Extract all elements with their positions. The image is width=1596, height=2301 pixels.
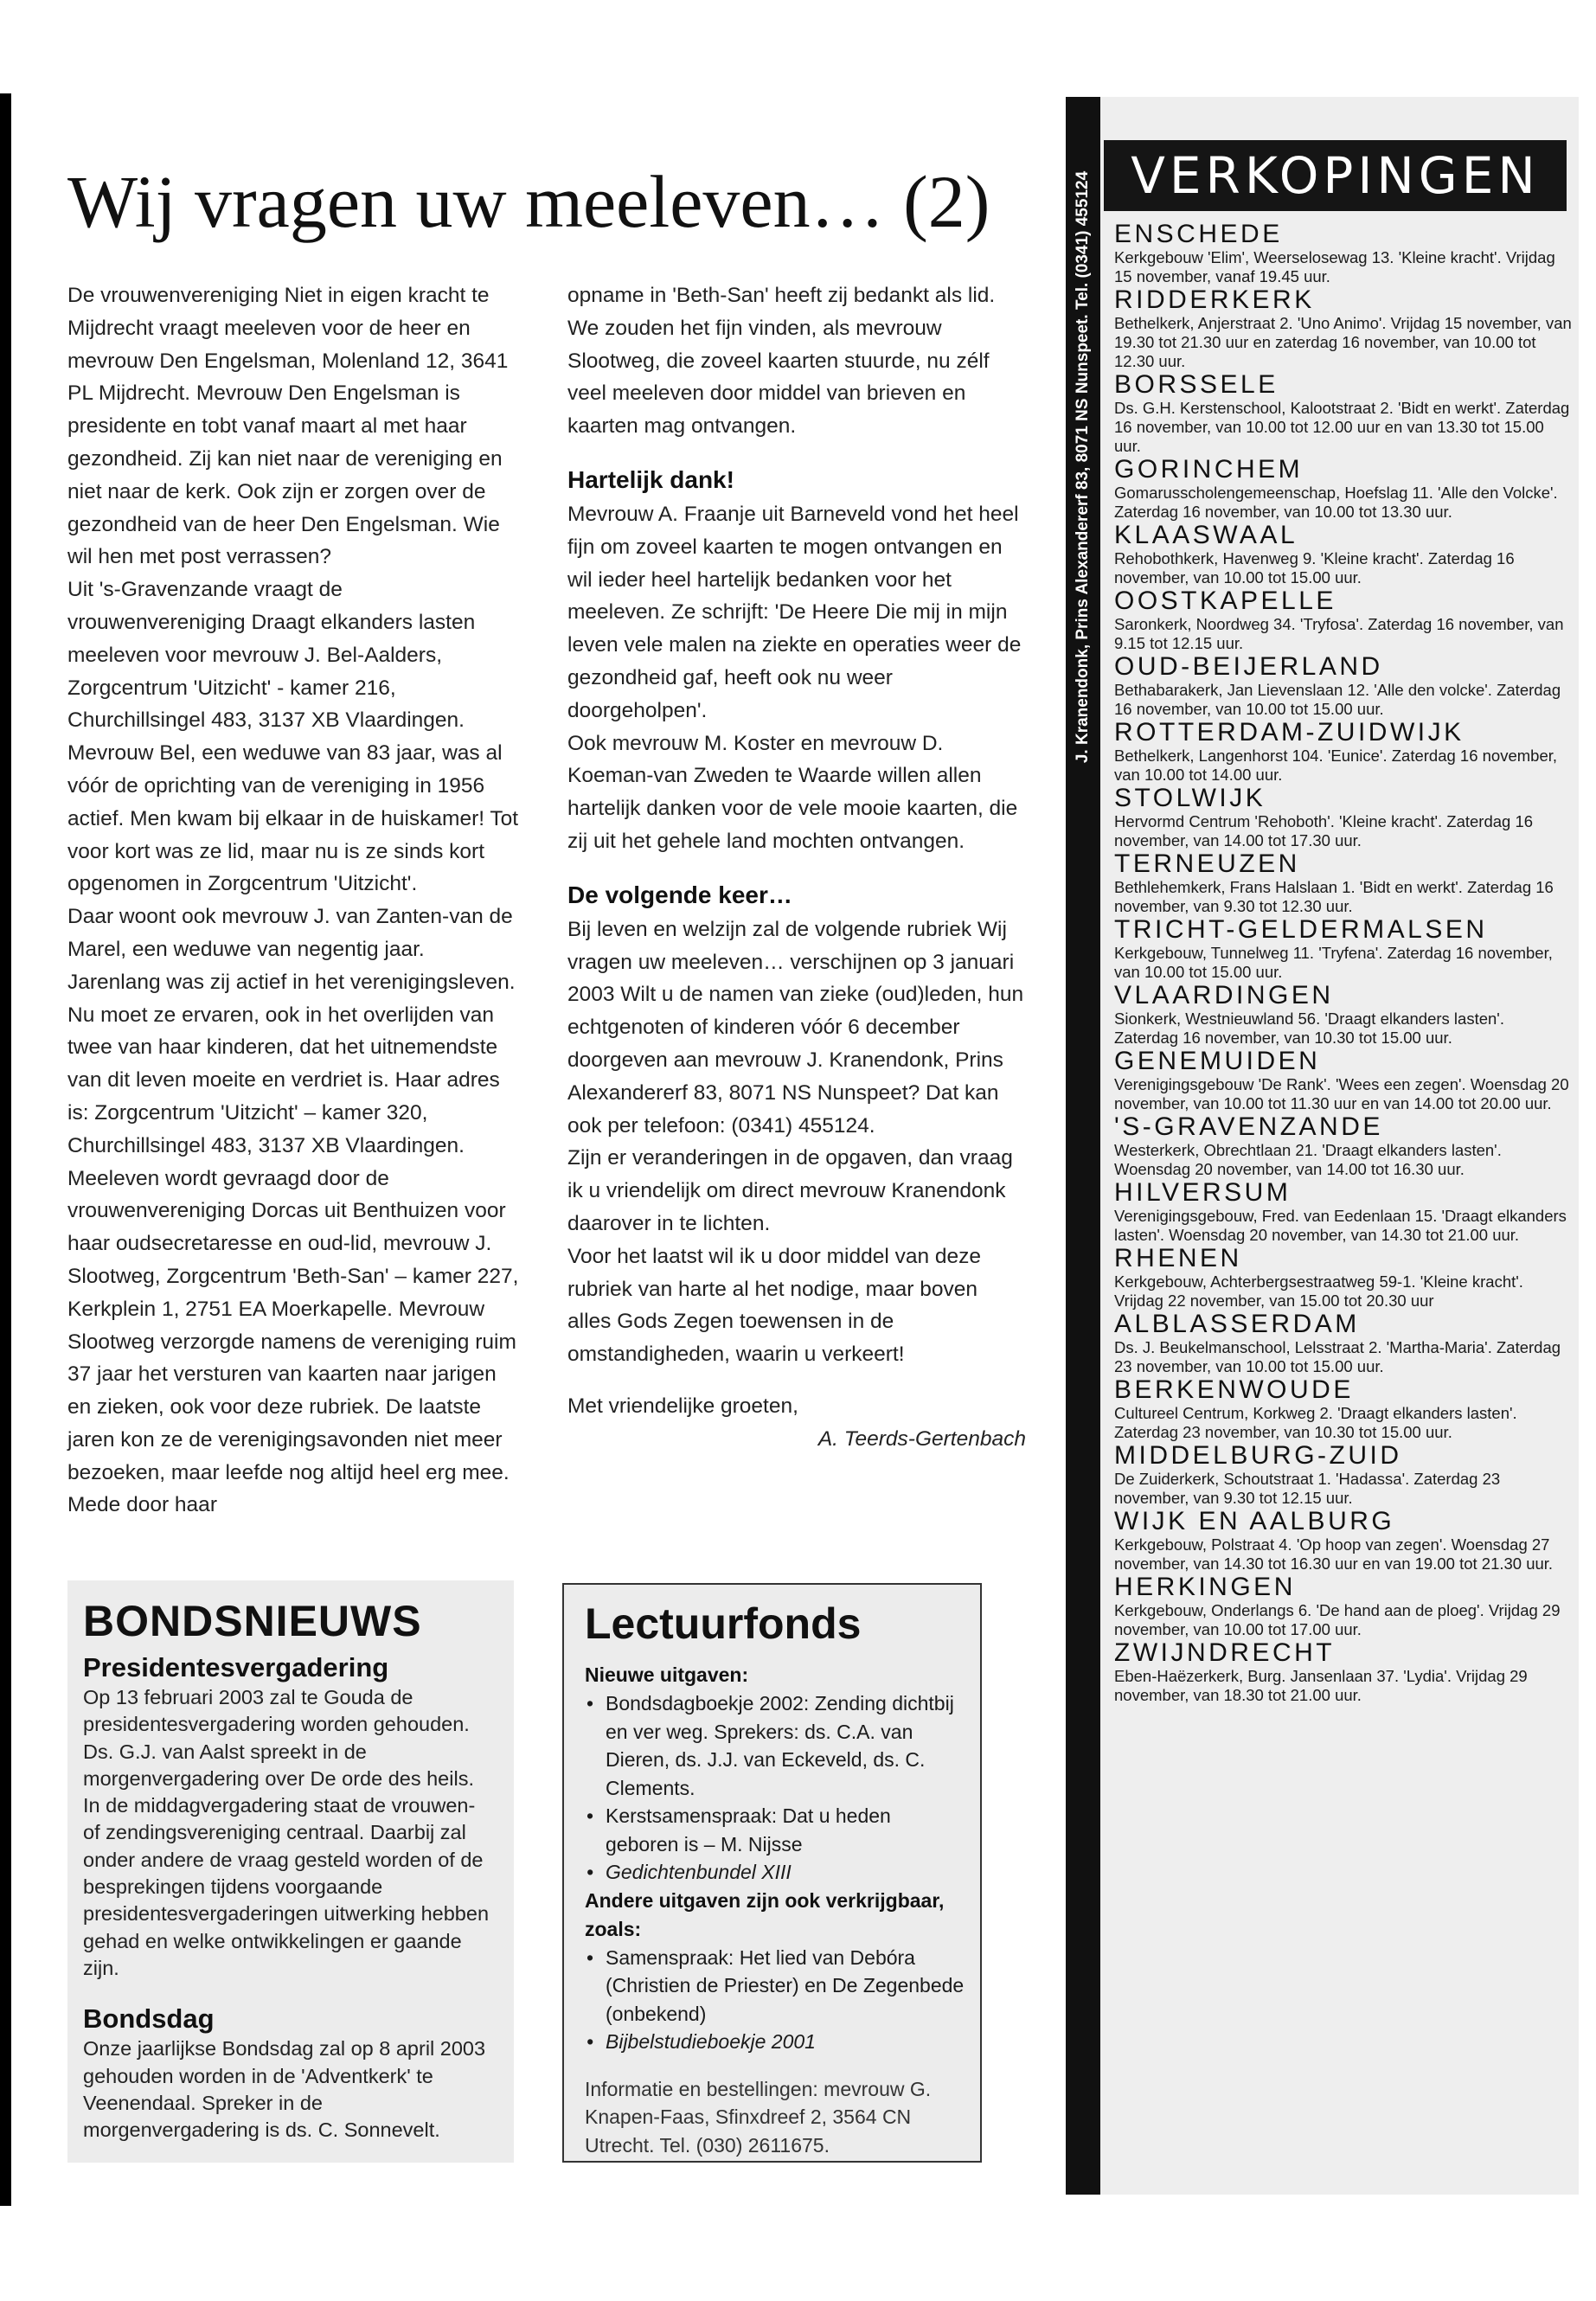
list-item: • Samenspraak: Het lied van Debóra (Christien de Priester) en De Zegenbede (onbekend) xyxy=(606,1944,966,2029)
event-item xyxy=(1114,286,1573,371)
event-details: Bethelkerk, Langenhorst 104. 'Eunice'. Zaterdag 16 november, van 10.00 tot 14.00 uur. xyxy=(1114,747,1558,784)
event-place: STOLWIJK xyxy=(1114,784,1266,812)
paragraph: Ook mevrouw M. Koster en mevrouw D. Koeman-van Zweden te Waarde willen allen hartelijk danken voor de vele mooie kaarten, die zij uit het gehele land mochten ontvangen. xyxy=(567,731,1018,853)
event-place: VLAARDINGEN xyxy=(1114,981,1334,1009)
event-item xyxy=(1114,1442,1573,1508)
paragraph: Uit 's-Gravenzande vraagt de vrouwenvereniging Draagt elkanders lasten meeleven voor mevrouw J. Bel-Aalders, Zorgcentrum 'Uitzicht' - kamer 216, Churchillsingel 483, 3137 XB Vlaardingen. Mevrouw Bel, een weduwe van 83 jaar, was al vóór de oprichting van de vereniging in 1956 actief. Men kwam bij elkaar in de huiskamer! Tot voor kort was ze lid, maar nu is ze sinds kort opgenomen in Zorgcentrum 'Uitzicht'. xyxy=(67,578,519,896)
event-place: GORINCHEM xyxy=(1114,455,1304,484)
bondsnieuws-heading: BONDSNIEUWS xyxy=(83,1597,422,1645)
event-place: TRICHT-GELDERMALSEN xyxy=(1114,915,1488,944)
event-place: ZWIJNDRECHT xyxy=(1114,1638,1336,1667)
event-item xyxy=(1114,850,1573,916)
event-details: De Zuiderkerk, Schoutstraat 1. 'Hadassa'. Zaterdag 23 november, van 9.30 tot 12.15 uur. xyxy=(1114,1470,1501,1507)
event-item xyxy=(1114,653,1573,719)
event-item xyxy=(1114,522,1573,587)
greeting: Met vriendelijke groeten, xyxy=(567,1394,798,1418)
event-item xyxy=(1114,456,1573,522)
section-heading-next: De volgende keer… xyxy=(567,881,792,908)
event-place: OOSTKAPELLE xyxy=(1114,586,1336,615)
event-details: Sionkerk, Westnieuwland 56. 'Draagt elkanders lasten'. Zaterdag 16 november, van 10.30 tot 15.00 uur. xyxy=(1114,1009,1504,1047)
list-item: • Gedichtenbundel XIII xyxy=(606,1858,966,1887)
paragraph: Onze jaarlijkse Bondsdag zal op 8 april 2003 gehouden worden in de 'Adventkerk' te Veenendaal. Spreker in de morgenvergadering is ds. C. Sonnevelt. xyxy=(83,2037,486,2142)
event-place: HERKINGEN xyxy=(1114,1573,1296,1601)
bondsnieuws-box xyxy=(67,1580,514,2163)
list-item: • Bondsdagboekje 2002: Zending dichtbij en ver weg. Sprekers: ds. C.A. van Dieren, ds. J.J. van Eckeveld, ds. C. Clements. xyxy=(606,1689,966,1802)
event-item xyxy=(1114,1639,1573,1705)
event-place: HILVERSUM xyxy=(1114,1178,1292,1207)
event-details: Cultureel Centrum, Korkweg 2. 'Draagt elkanders lasten'. Zaterdag 23 november, van 10.30 tot 15.00 uur. xyxy=(1114,1404,1517,1441)
ordering-info: Informatie en bestellingen: mevrouw G. Knapen-Faas, Sfinxdreef 2, 3564 CN Utrecht. Tel. (030) 2611675. xyxy=(585,2077,932,2157)
event-place: GENEMUIDEN xyxy=(1114,1047,1321,1075)
section-heading-thanks: Hartelijk dank! xyxy=(567,465,734,493)
event-item xyxy=(1114,785,1573,850)
article-column-2 xyxy=(567,279,1026,1456)
list-item: • Kerstsamenspraak: Dat u heden geboren is – M. Nijsse xyxy=(606,1802,966,1858)
event-details: Kerkgebouw, Achterbergsestraatweg 59-1. 'Kleine kracht'. Vrijdag 22 november, van 15.00 tot 20.30 uur xyxy=(1114,1272,1523,1310)
event-place: ALBLASSERDAM xyxy=(1114,1310,1360,1338)
event-place: MIDDELBURG-ZUID xyxy=(1114,1441,1402,1470)
event-place: ROTTERDAM-ZUIDWIJK xyxy=(1114,718,1465,747)
event-details: Ds. G.H. Kerstenschool, Kalootstraat 2. 'Bidt en werkt'. Zaterdag 16 november, van 10.00 tot 12.00 uur en van 13.30 tot 15.00 uur. xyxy=(1114,399,1570,455)
event-item xyxy=(1114,1311,1573,1376)
event-details: Gomarusscholengemeenschap, Hoefslag 11. 'Alle den Volcke'. Zaterdag 16 november, van 10.00 tot 13.30 uur. xyxy=(1114,484,1558,521)
subheading: Bondsdag xyxy=(83,2003,215,2035)
event-item xyxy=(1114,587,1573,653)
event-item xyxy=(1114,1574,1573,1639)
paragraph: Voor het laatst wil ik u door middel van deze rubriek van harte al het nodige, maar boven alles Gods Zegen toewensen in de omstandigheden, waarin u verkeert! xyxy=(567,1244,982,1367)
other-publications-list xyxy=(585,1944,966,2056)
event-place: WIJK EN AALBURG xyxy=(1114,1507,1395,1535)
event-place: TERNEUZEN xyxy=(1114,849,1300,878)
paragraph: Mevrouw A. Fraanje uit Barneveld vond het heel fijn om zoveel kaarten te mogen ontvangen en wil ieder heel hartelijk bedanken voor het meeleven. Ze schrijft: 'De Heere Die mij in mijn leven vele malen na ziekte en operaties weer de gezondheid gaf, heeft ook nu weer doorgeholpen'. xyxy=(567,502,1022,722)
event-item xyxy=(1114,719,1573,785)
event-details: Kerkgebouw 'Elim', Weerselosewag 13. 'Kleine kracht'. Vrijdag 15 november, vanaf 19.45 uur. xyxy=(1114,248,1555,285)
event-details: Hervormd Centrum 'Rehoboth'. 'Kleine kracht'. Zaterdag 16 november, van 14.00 tot 17.30 uur. xyxy=(1114,812,1534,849)
event-item xyxy=(1114,1508,1573,1574)
event-details: Verenigingsgebouw 'De Rank'. 'Wees een zegen'. Woensdag 20 november, van 10.00 tot 11.30 uur en van 14.00 tot 20.00 uur. xyxy=(1114,1075,1569,1112)
event-details: Kerkgebouw, Polstraat 4. 'Op hoop van zegen'. Woensdag 27 november, van 14.30 tot 16.30 uur en van 19.00 tot 21.30 uur. xyxy=(1114,1535,1554,1573)
event-item xyxy=(1114,1376,1573,1442)
event-item xyxy=(1114,1179,1573,1245)
event-place: KLAASWAAL xyxy=(1114,521,1298,549)
paragraph: Bij leven en welzijn zal de volgende rubriek Wij vragen uw meeleven… verschijnen op 3 januari 2003 Wilt u de namen van zieke (oud)leden, hun echtgenoten of kinderen vóór 6 december doorgeven aan mevrouw J. Kranendonk, Prins Alexandererf 83, 8071 NS Nunspeet? Dat kan ook per telefoon: (0341) 455124. xyxy=(567,917,1024,1138)
lectuurfonds-box xyxy=(562,1583,982,2163)
list-item: • Bijbelstudieboekje 2001 xyxy=(606,2028,966,2056)
event-details: Ds. J. Beukelmanschool, Lelsstraat 2. 'Martha-Maria'. Zaterdag 23 november, van 10.00 tot 15.00 uur. xyxy=(1114,1338,1561,1375)
event-place: ENSCHEDE xyxy=(1114,220,1283,248)
article-column-1 xyxy=(67,279,522,1522)
new-publications-list xyxy=(585,1689,966,1887)
event-details: Westerkerk, Obrechtlaan 21. 'Draagt elkanders lasten'. Woensdag 20 november, van 14.00 tot 16.30 uur. xyxy=(1114,1141,1502,1178)
event-place: BERKENWOUDE xyxy=(1114,1375,1354,1404)
event-place: OUD-BEIJERLAND xyxy=(1114,652,1383,681)
event-place: RHENEN xyxy=(1114,1244,1242,1272)
page-title: Wij vragen uw meeleven… (2) xyxy=(67,160,990,243)
events-list xyxy=(1114,221,1573,1705)
event-place: 'S-GRAVENZANDE xyxy=(1114,1112,1383,1141)
new-publications-label: Nieuwe uitgaven: xyxy=(585,1663,749,1686)
event-details: Bethabarakerk, Jan Lievenslaan 12. 'Alle den volcke'. Zaterdag 16 november, van 10.00 tot 15.00 uur. xyxy=(1114,681,1561,718)
paragraph: De vrouwenvereniging Niet in eigen kracht te Mijdrecht vraagt meeleven voor de heer en mevrouw Den Engelsman, Molenland 12, 3641 PL Mijdrecht. Mevrouw Den Engelsman is presidente en tobt vanaf maart al met haar gezondheid. Zij kan niet naar de vereniging en niet naar de kerk. Ook zijn er zorgen over de gezondheid van de heer Den Engelsman. Wie wil hen met post verrassen? xyxy=(67,284,509,569)
signature: A. Teerds-Gertenbach xyxy=(817,1426,1026,1451)
lectuurfonds-heading: Lectuurfonds xyxy=(585,1599,862,1648)
paragraph: Zijn er veranderingen in de opgaven, dan vraag ik u vriendelijk om direct mevrouw Kranendonk daarover in te lichten. xyxy=(567,1146,1013,1235)
event-details: Verenigingsgebouw, Fred. van Eedenlaan 15. 'Draagt elkanders lasten'. Woensdag 20 november, van 14.30 tot 21.00 uur. xyxy=(1114,1207,1567,1244)
event-place: BORSSELE xyxy=(1114,370,1279,399)
event-item xyxy=(1114,221,1573,286)
paragraph: Meeleven wordt gevraagd door de vrouwenvereniging Dorcas uit Benthuizen voor haar oudsecretaresse en oud-lid, mevrouw J. Slootweg, Zorgcentrum 'Beth-San' – kamer 227, Kerkplein 1, 2751 EA Moerkapelle. Mevrouw Slootweg verzorgde namens de vereniging ruim 37 jaar het versturen van kaarten naar jarigen en zieken, ook voor deze rubriek. De laatste jaren kon ze de verenigingsavonden niet meer bezoeken, maar leefde nog altijd heel erg mee. Mede door haar xyxy=(67,1166,519,1517)
event-item xyxy=(1114,1048,1573,1113)
event-item xyxy=(1114,982,1573,1048)
event-item xyxy=(1114,1113,1573,1179)
event-item xyxy=(1114,916,1573,982)
event-place: RIDDERKERK xyxy=(1114,285,1315,314)
paragraph: opname in 'Beth-San' heeft zij bedankt als lid. We zouden het fijn vinden, als mevrouw Slootweg, die zoveel kaarten stuurde, nu zélf veel meeleven door middel van brieven en kaarten mag ontvangen. xyxy=(567,284,996,439)
event-details: Bethelkerk, Anjerstraat 2. 'Uno Animo'. Vrijdag 15 november, van 19.30 tot 21.30 uur en zaterdag 16 november, van 10.00 tot 12.30 uur. xyxy=(1114,314,1572,370)
vertical-contact-text: J. Kranendonk, Prins Alexandererf 83, 8071 NS Nunspeet. Tel. (0341) 455124 xyxy=(1074,170,1092,764)
other-publications-label: Andere uitgaven zijn ook verkrijgbaar, zoals: xyxy=(585,1888,945,1940)
event-details: Eben-Haëzerkerk, Burg. Jansenlaan 37. 'Lydia'. Vrijdag 29 november, van 18.30 tot 21.00 uur. xyxy=(1114,1667,1528,1704)
paragraph: Daar woont ook mevrouw J. van Zanten-van de Marel, een weduwe van negentig jaar. Jarenlang was zij actief in het verenigingsleven. Nu moet ze ervaren, ook in het overlijden van twee van haar kinderen, dat het uitnemendste van dit leven moeite en verdriet is. Haar adres is: Zorgcentrum 'Uitzicht' – kamer 320, Churchillsingel 483, 3137 XB Vlaardingen. xyxy=(67,905,516,1157)
event-details: Kerkgebouw, Onderlangs 6. 'De hand aan de ploeg'. Vrijdag 29 november, van 10.00 tot 17.00 uur. xyxy=(1114,1601,1561,1638)
event-details: Saronkerk, Noordweg 34. 'Tryfosa'. Zaterdag 16 november, van 9.15 tot 12.15 uur. xyxy=(1114,615,1564,652)
event-item xyxy=(1114,1245,1573,1311)
subheading: Presidentesvergadering xyxy=(83,1652,389,1682)
verkopingen-header: VERKOPINGEN xyxy=(1104,140,1567,211)
event-details: Kerkgebouw, Tunnelweg 11. 'Tryfena'. Zaterdag 16 november, van 10.00 tot 15.00 uur. xyxy=(1114,944,1553,981)
event-item xyxy=(1114,371,1573,456)
paragraph: Op 13 februari 2003 zal te Gouda de presidentesvergadering worden gehouden. Ds. G.J. van Aalst spreekt in de morgenvergadering over De orde des heils. In de middagvergadering staat de vrouwen- of zendingsvereniging centraal. Daarbij zal onder andere de vraag gesteld worden of de besprekingen tijdens voorgaande presidentesvergaderingen uitwerking hebben gehad en welke ontwikkelingen er gaande zijn. xyxy=(83,1686,490,1979)
left-margin-bar xyxy=(0,93,11,2206)
event-details: Rehobothkerk, Havenweg 9. 'Kleine kracht'. Zaterdag 16 november, van 10.00 tot 15.00 uur. xyxy=(1114,549,1515,586)
event-details: Bethlehemkerk, Frans Halslaan 1. 'Bidt en werkt'. Zaterdag 16 november, van 9.30 tot 12.30 uur. xyxy=(1114,878,1554,915)
